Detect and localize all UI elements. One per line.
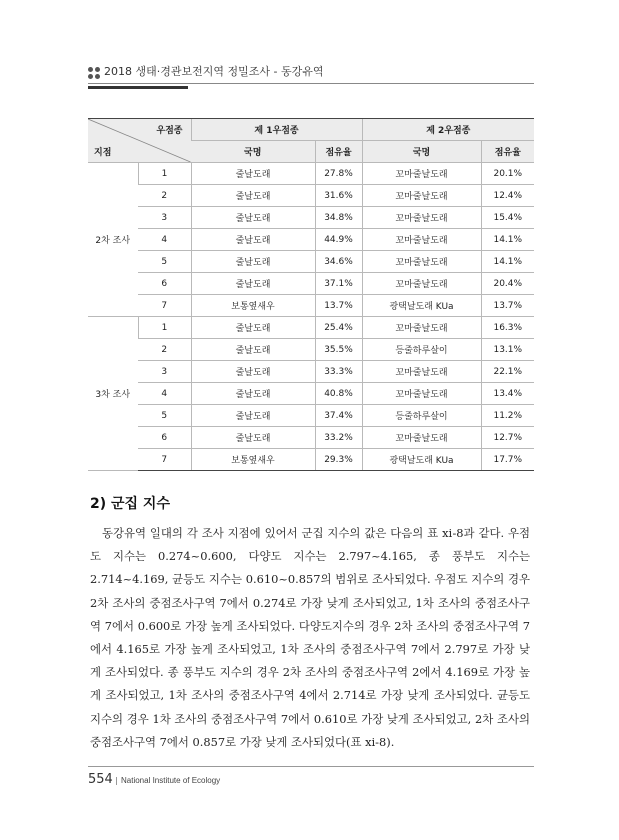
second-species: 광택날도래 KUa: [362, 295, 481, 317]
footer-institute: National Institute of Ecology: [121, 776, 221, 785]
header-rule-accent: [88, 86, 188, 89]
header-site: 지점: [94, 148, 112, 158]
header-first-dominant: 제 1우점종: [191, 119, 362, 141]
second-share: 14.1%: [481, 229, 534, 251]
second-species: 꼬마줄날도래: [362, 185, 481, 207]
header-dominant-species: 우점종: [156, 126, 183, 136]
second-species: 꼬마줄날도래: [362, 427, 481, 449]
survey-round-label: 3차 조사: [88, 317, 138, 471]
second-species: 광택날도래 KUa: [362, 449, 481, 471]
first-species: 줄날도래: [191, 361, 315, 383]
second-species: 꼬마줄날도래: [362, 383, 481, 405]
site-number: 1: [138, 317, 191, 339]
second-species: 꼬마줄날도래: [362, 273, 481, 295]
second-share: 16.3%: [481, 317, 534, 339]
first-species: 줄날도래: [191, 317, 315, 339]
second-share: 13.7%: [481, 295, 534, 317]
first-share: 44.9%: [315, 229, 362, 251]
table-row: [88, 273, 534, 295]
running-header-title: 2018 생태·경관보전지역 정밀조사 - 동강유역: [104, 65, 324, 78]
section-title: 2) 군집 지수: [90, 496, 170, 512]
table-row: [88, 449, 534, 471]
first-share: 13.7%: [315, 295, 362, 317]
table-row: [88, 185, 534, 207]
second-species: 꼬마줄날도래: [362, 207, 481, 229]
first-species: 줄날도래: [191, 427, 315, 449]
subheader-share-1: 점유율: [315, 141, 362, 163]
table-row: [88, 251, 534, 273]
first-species: 줄날도래: [191, 229, 315, 251]
second-share: 14.1%: [481, 251, 534, 273]
site-number: 1: [138, 163, 191, 185]
first-share: 35.5%: [315, 339, 362, 361]
second-species: 꼬마줄날도래: [362, 317, 481, 339]
second-share: 17.7%: [481, 449, 534, 471]
second-share: 20.4%: [481, 273, 534, 295]
table-row: [88, 427, 534, 449]
second-share: 22.1%: [481, 361, 534, 383]
table-row: [88, 163, 534, 185]
table-row: [88, 405, 534, 427]
first-share: 40.8%: [315, 383, 362, 405]
site-number: 6: [138, 427, 191, 449]
diagonal-header-cell: [88, 119, 191, 163]
site-number: 7: [138, 295, 191, 317]
table-row: [88, 229, 534, 251]
first-species: 보통옆새우: [191, 449, 315, 471]
first-species: 줄날도래: [191, 273, 315, 295]
table-row: [88, 207, 534, 229]
table-row: [88, 317, 534, 339]
first-share: 25.4%: [315, 317, 362, 339]
second-species: 꼬마줄날도래: [362, 229, 481, 251]
table-row: [88, 361, 534, 383]
second-share: 12.4%: [481, 185, 534, 207]
table-row: [88, 339, 534, 361]
site-number: 5: [138, 251, 191, 273]
site-number: 4: [138, 383, 191, 405]
site-number: 3: [138, 361, 191, 383]
first-species: 줄날도래: [191, 339, 315, 361]
second-share: 13.4%: [481, 383, 534, 405]
first-species: 줄날도래: [191, 405, 315, 427]
first-species: 보통옆새우: [191, 295, 315, 317]
first-species: 줄날도래: [191, 207, 315, 229]
second-share: 12.7%: [481, 427, 534, 449]
footer-rule: [88, 766, 534, 767]
first-share: 37.1%: [315, 273, 362, 295]
site-number: 6: [138, 273, 191, 295]
first-species: 줄날도래: [191, 383, 315, 405]
site-number: 4: [138, 229, 191, 251]
site-number: 2: [138, 185, 191, 207]
first-share: 33.2%: [315, 427, 362, 449]
header-dots-icon: [88, 67, 100, 79]
first-share: 34.6%: [315, 251, 362, 273]
first-share: 29.3%: [315, 449, 362, 471]
header-second-dominant: 제 2우점종: [362, 119, 534, 141]
first-share: 31.6%: [315, 185, 362, 207]
subheader-name-2: 국명: [362, 141, 481, 163]
second-species: 꼬마줄날도래: [362, 251, 481, 273]
subheader-share-2: 점유율: [481, 141, 534, 163]
site-number: 2: [138, 339, 191, 361]
page-number: 554: [88, 772, 113, 787]
first-share: 34.8%: [315, 207, 362, 229]
first-species: 줄날도래: [191, 163, 315, 185]
header-rule: [88, 83, 534, 84]
second-species: 등줄하루살이: [362, 405, 481, 427]
section-body-paragraph: 동강유역 일대의 각 조사 지점에 있어서 군집 지수의 값은 다음의 표 ⅺ-8과 같다. 우점도 지수는 0.274~0.600, 다양도 지수는 2.797~4.165, 종 풍부도 지수는 2.714~4.169, 균등도 지수는 0.610~0.857의 범위로 조사되었다. 우점도 지수의 경우 2차 조사의 중점조사구역 7에서 0.274로 가장 낮게 조사되었고, 1차 조사의 중점조사구역 7에서 0.600로 가장 높게 조사되었다. 다양도지수의 경우 2차 조사의 중점조사구역 7에서 4.165로 가장 높게 조사되었고, 1차 조사의 중점조사구역 7에서 2.797로 가장 낮게 조사되었다. 종 풍부도 지수의 경우 2차 조사의 중점조사구역 2에서 4.169로 가장 높게 조사되었고, 1차 조사의 중점조사구역 4에서 2.714로 가장 낮게 조사되었다. 균등도 지수의 경우 1차 조사의 중점조사구역 7에서 0.610로 가장 낮게 조사되었고, 2차 조사의 중점조사구역 7에서 0.857로 가장 낮게 조사되었다(표 ⅺ-8).: [90, 526, 530, 749]
site-number: 7: [138, 449, 191, 471]
first-share: 33.3%: [315, 361, 362, 383]
second-share: 20.1%: [481, 163, 534, 185]
second-share: 11.2%: [481, 405, 534, 427]
site-number: 3: [138, 207, 191, 229]
first-species: 줄날도래: [191, 251, 315, 273]
second-species: 꼬마줄날도래: [362, 163, 481, 185]
table-row: [88, 295, 534, 317]
survey-round-label: 2차 조사: [88, 163, 138, 317]
second-species: 등줄하루살이: [362, 339, 481, 361]
first-share: 37.4%: [315, 405, 362, 427]
site-number: 5: [138, 405, 191, 427]
first-share: 27.8%: [315, 163, 362, 185]
second-species: 꼬마줄날도래: [362, 361, 481, 383]
table-row: [88, 383, 534, 405]
second-share: 15.4%: [481, 207, 534, 229]
dominant-species-table: [88, 118, 534, 471]
footer-separator: |: [115, 776, 118, 785]
first-species: 줄날도래: [191, 185, 315, 207]
second-share: 13.1%: [481, 339, 534, 361]
subheader-name-1: 국명: [191, 141, 315, 163]
